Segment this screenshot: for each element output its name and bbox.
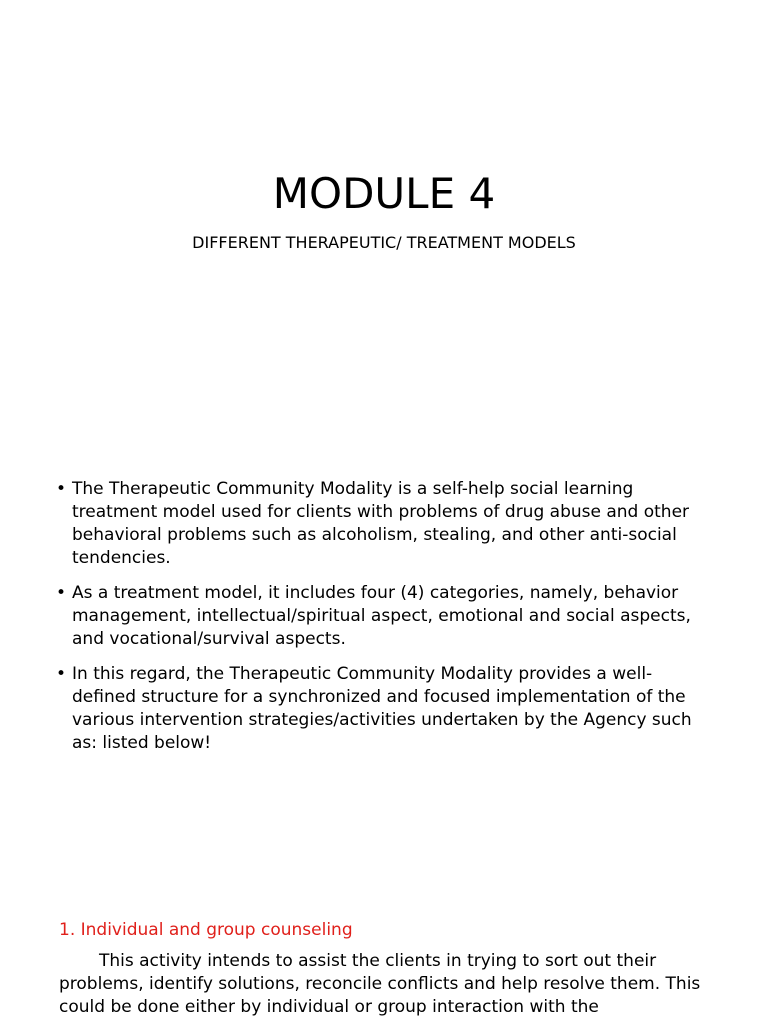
section-body: This activity intends to assist the clients in trying to sort out their problems, identify solutions, reconcile conflicts and help resolve them. This could be done either by individual or group interaction with the <box>59 951 701 1017</box>
slide-title: MODULE 4 <box>272 169 496 218</box>
bullet-text: As a treatment model, it includes four (4) categories, namely, behavior management, intellectual/spiritual aspect, emotional and social aspects, and vocational/survival aspects. <box>72 583 691 649</box>
bullet-glyph: • <box>56 479 67 499</box>
bullet-item <box>56 478 716 570</box>
bullet-glyph: • <box>56 664 67 684</box>
bullet-item <box>56 582 716 651</box>
bullet-list <box>56 478 716 767</box>
section-heading: 1. Individual and group counseling <box>59 920 353 940</box>
slide-subtitle: DIFFERENT THERAPEUTIC/ TREATMENT MODELS <box>192 233 576 252</box>
bullet-text: The Therapeutic Community Modality is a self-help social learning treatment model used for clients with problems of drug abuse and other behavioral problems such as alcoholism, stealing, and other anti-social tendencies. <box>72 479 690 568</box>
bullet-text: In this regard, the Therapeutic Community Modality provides a well-defined structure for a synchronized and focused implementation of the various intervention strategies/activities undertaken by the Agency such as: listed below! <box>72 664 692 753</box>
bullet-item <box>56 663 716 755</box>
bullet-glyph: • <box>56 583 67 603</box>
